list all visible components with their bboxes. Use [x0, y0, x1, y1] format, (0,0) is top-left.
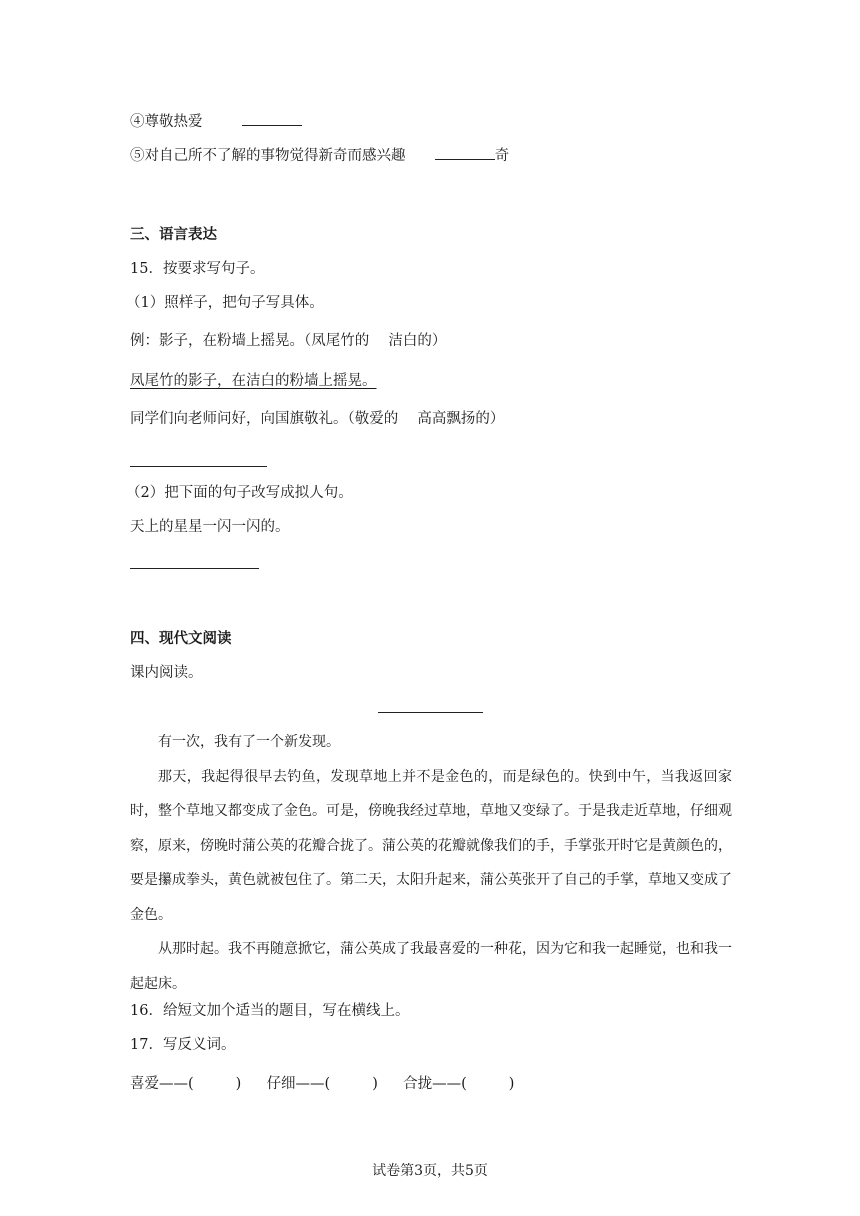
- antonym-item: 合拢——( ): [403, 1076, 515, 1092]
- q14-item-5-suffix: 奇: [494, 148, 510, 164]
- section-4-title: 四、现代文阅读: [130, 630, 232, 647]
- q14-item-4-text: ④尊敬热爱: [130, 114, 203, 130]
- passage-paragraph: 那天，我起得很早去钓鱼，发现草地上并不是金色的，而是绿色的。快到中午，当我返回家时，整个草地又都变成了金色。可是，傍晚我经过草地，草地又变绿了。于是我走近草地，仔细观察，原来，傍晚时蒲公英的花瓣合拢了。蒲公英的花瓣就像我们的手，手掌张开时它是黄颜色的，要是攥成拳头，黄色就被包住了。第二天，太阳升起来，蒲公英张开了自己的手掌，草地又变成了金色。: [130, 768, 732, 923]
- q15-task2: 天上的星星一闪一闪的。: [130, 519, 290, 535]
- reading-passage: [130, 725, 732, 1001]
- page-footer: 试卷第3页，共5页: [372, 1163, 488, 1179]
- q14-item-4: [130, 111, 302, 132]
- q15-stem: 15．按要求写句子。: [130, 261, 265, 277]
- q14-item-5-text: ⑤对自己所不了解的事物觉得新奇而感兴趣: [130, 148, 406, 164]
- q17-stem: 17．写反义词。: [130, 1037, 236, 1053]
- passage-title-blank[interactable]: [378, 712, 483, 713]
- q15-example-answer: 凤尾竹的影子，在洁白的粉墙上摇晃。: [130, 373, 377, 389]
- passage-paragraph: 从那时起。我不再随意掀它，蒲公英成了我最喜爱的一种花，因为它和我一起睡觉，也和我一起起床。: [130, 941, 732, 992]
- q15-task1: 同学们向老师问好，向国旗敬礼。（敬爱的 高高飘扬的）: [130, 411, 505, 427]
- q14-item-5: [130, 145, 509, 166]
- answer-blank[interactable]: [435, 145, 495, 160]
- q15-example: 例：影子，在粉墙上摇晃。（凤尾竹的 洁白的）: [130, 333, 447, 349]
- q15-part1: （1）照样子，把句子写具体。: [126, 295, 324, 311]
- passage-paragraph: 有一次，我有了一个新发现。: [158, 734, 340, 750]
- section-3-title: 三、语言表达: [130, 226, 217, 243]
- antonym-item: 喜爱——( ): [130, 1076, 242, 1092]
- answer-blank[interactable]: [242, 111, 302, 126]
- antonym-item: 仔细——( ): [266, 1076, 378, 1092]
- reading-intro: 课内阅读。: [130, 665, 203, 681]
- q16-stem: 16．给短文加个适当的题目，写在横线上。: [130, 1003, 410, 1019]
- q15-answer-line-1[interactable]: [130, 466, 267, 467]
- q15-part2: （2）把下面的句子改写成拟人句。: [126, 485, 353, 501]
- q17-antonym-row: [130, 1074, 514, 1094]
- q15-answer-line-2[interactable]: [130, 568, 259, 569]
